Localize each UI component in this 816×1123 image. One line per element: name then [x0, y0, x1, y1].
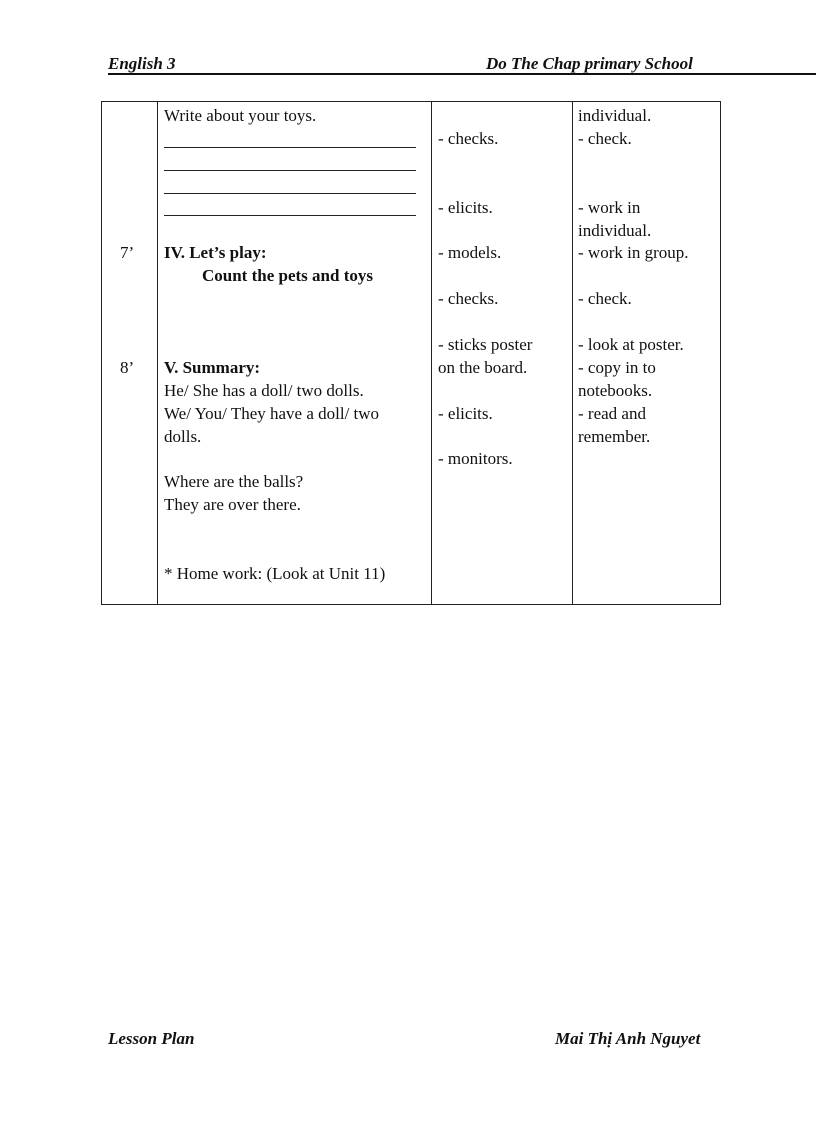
student-step: individual. — [578, 106, 652, 125]
time-play: 7’ — [120, 243, 135, 262]
summary-heading: V. Summary: — [164, 358, 261, 377]
student-step: remember. — [578, 427, 651, 446]
summary-line: dolls. — [164, 427, 202, 446]
footer-author: Mai Thị Anh Nguyet — [555, 1029, 701, 1048]
teacher-step: - sticks poster — [438, 335, 533, 354]
teacher-step: - elicits. — [438, 404, 493, 423]
teacher-step: - models. — [438, 243, 502, 262]
writing-line — [164, 147, 416, 148]
header-rule — [108, 73, 816, 75]
summary-line: He/ She has a doll/ two dolls. — [164, 381, 364, 400]
table-divider-time — [157, 101, 158, 605]
writing-line — [164, 193, 416, 194]
student-step: individual. — [578, 221, 652, 240]
student-step: - read and — [578, 404, 646, 423]
teacher-step: - checks. — [438, 129, 499, 148]
summary-line: Where are the balls? — [164, 472, 304, 491]
header-school: Do The Chap primary School — [486, 54, 693, 73]
write-prompt: Write about your toys. — [164, 106, 317, 125]
table-divider-teacher — [572, 101, 573, 605]
student-step: - check. — [578, 289, 632, 308]
student-step: - check. — [578, 129, 632, 148]
student-step: - look at poster. — [578, 335, 684, 354]
header-subject: English 3 — [108, 54, 176, 73]
summary-line: We/ You/ They have a doll/ two — [164, 404, 380, 423]
teacher-step: - elicits. — [438, 198, 493, 217]
student-step: - work in — [578, 198, 641, 217]
student-step: notebooks. — [578, 381, 653, 400]
footer-doc-type: Lesson Plan — [108, 1029, 195, 1048]
writing-line — [164, 215, 416, 216]
homework-note: * Home work: (Look at Unit 11) — [164, 564, 386, 583]
student-step: - copy in to — [578, 358, 656, 377]
play-title: Count the pets and toys — [202, 266, 373, 285]
play-heading: IV. Let’s play: — [164, 243, 267, 262]
table-divider-content — [431, 101, 432, 605]
teacher-step: - checks. — [438, 289, 499, 308]
time-summary: 8’ — [120, 358, 135, 377]
summary-line: They are over there. — [164, 495, 301, 514]
teacher-step: on the board. — [438, 358, 528, 377]
writing-line — [164, 170, 416, 171]
student-step: - work in group. — [578, 243, 689, 262]
teacher-step: - monitors. — [438, 449, 513, 468]
